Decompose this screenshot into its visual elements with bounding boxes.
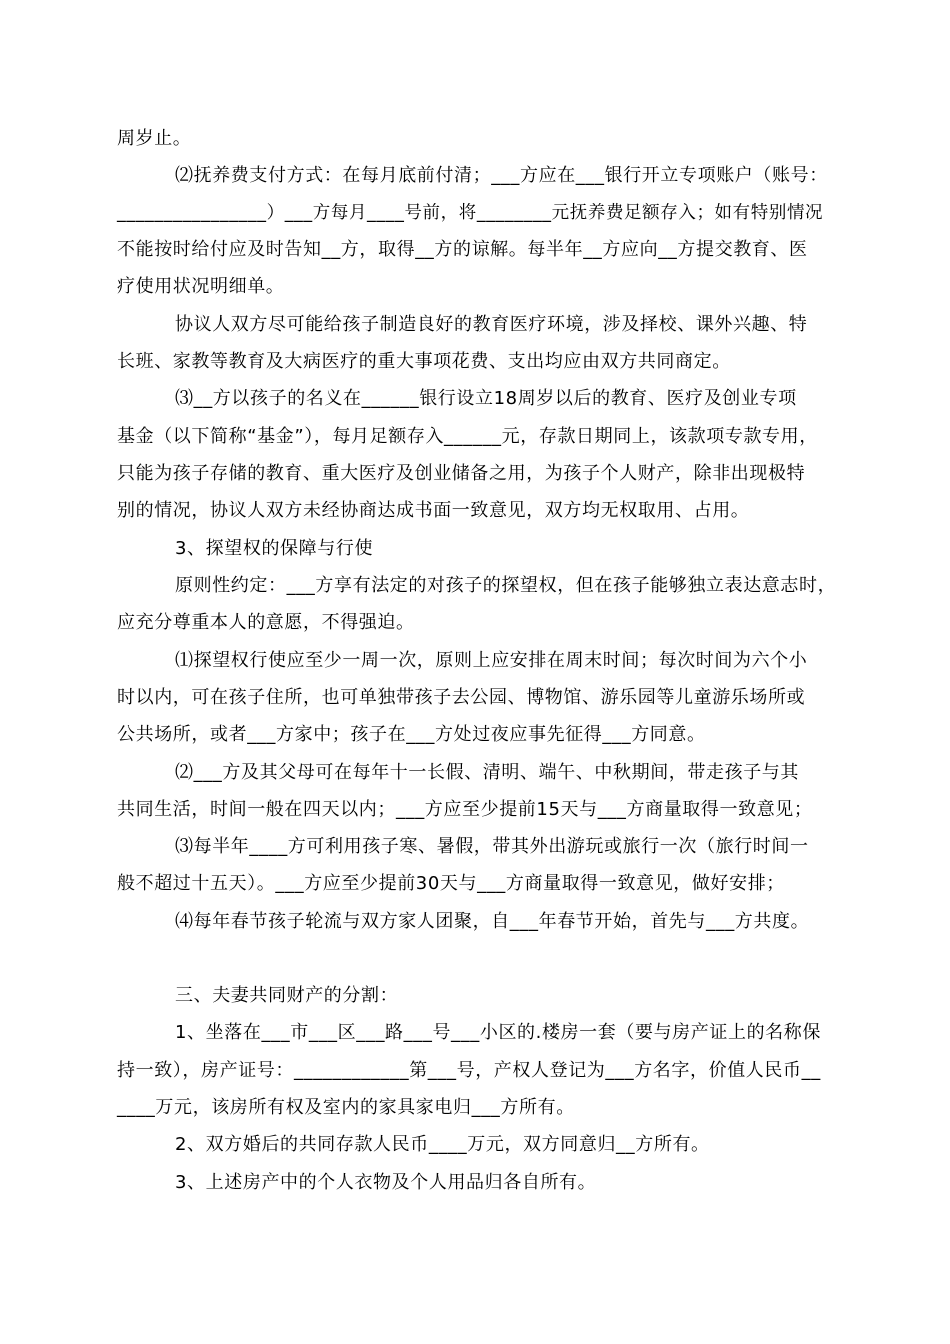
text-line: 原则性约定：___方享有法定的对孩子的探望权，但在孩子能够独立表达意志时，	[175, 575, 837, 596]
text-line: 般不超过十五天）。___方应至少提前30天与___方商量取得一致意见，做好安排；	[117, 873, 785, 894]
text-line: 不能按时给付应及时告知__方，取得__方的谅解。每半年__方应向__方提交教育、医	[117, 239, 808, 260]
text-line: 周岁止。	[117, 128, 192, 149]
text-line: 应充分尊重本人的意愿，不得强迫。	[117, 612, 415, 633]
text-line: 持一致），房产证号：____________第___号，产权人登记为___方名字，价值人民币__	[117, 1060, 821, 1081]
text-line: 公共场所，或者___方家中；孩子在___方处过夜应事先征得___方同意。	[117, 724, 706, 745]
text-line: ⑶__方以孩子的名义在______银行设立18周岁以后的教育、医疗及创业专项	[175, 388, 797, 409]
text-line: 1、坐落在___市___区___路___号___小区的.楼房一套（要与房产证上的名称保	[175, 1022, 821, 1043]
text-line: 别的情况，协议人双方未经协商达成书面一致意见，双方均无权取用、占用。	[117, 500, 750, 521]
text-line: ____万元，该房所有权及室内的家具家电归___方所有。	[117, 1097, 575, 1118]
section-heading: 3、探望权的保障与行使	[175, 538, 374, 559]
text-line: ⑴探望权行使应至少一周一次，原则上应安排在周末时间；每次时间为六个小	[175, 650, 808, 671]
text-line: 2、双方婚后的共同存款人民币____万元，双方同意归__方所有。	[175, 1134, 710, 1155]
text-line: 协议人双方尽可能给孩子制造良好的教育医疗环境，涉及择校、课外兴趣、特	[175, 314, 808, 335]
section-heading: 三、夫妻共同财产的分割：	[175, 985, 399, 1006]
text-line: ⑶每半年____方可利用孩子寒、暑假，带其外出游玩或旅行一次（旅行时间一	[175, 836, 809, 857]
text-line: ⑵抚养费支付方式：在每月底前付清；___方应在___银行开立专项账户（账号：	[175, 165, 828, 186]
text-line: 疗使用状况明细单。	[117, 276, 285, 297]
text-line: 只能为孩子存储的教育、重大医疗及创业储备之用，为孩子个人财产，除非出现极特	[117, 463, 806, 484]
text-line: ⑵___方及其父母可在每年十一长假、清明、端午、中秋期间，带走孩子与其	[175, 762, 799, 783]
text-line: ________________）___方每月____号前，将________元抚养费足额存入；如有特别情况	[117, 203, 824, 223]
text-line: ⑷每年春节孩子轮流与双方家人团聚，自___年春节开始，首先与___方共度。	[175, 911, 810, 932]
text-line: 3、上述房产中的个人衣物及个人用品归各自所有。	[175, 1172, 597, 1193]
text-line: 共同生活，时间一般在四天以内；___方应至少提前15天与___方商量取得一致意见；	[117, 799, 813, 820]
text-line: 长班、家教等教育及大病医疗的重大事项花费、支出均应由双方共同商定。	[117, 351, 731, 372]
text-line: 基金（以下简称“基金”），每月足额存入______元，存款日期同上，该款项专款专用，	[117, 426, 818, 447]
text-line: 时以内，可在孩子住所，也可单独带孩子去公园、博物馆、游乐园等儿童游乐场所或	[117, 687, 806, 708]
